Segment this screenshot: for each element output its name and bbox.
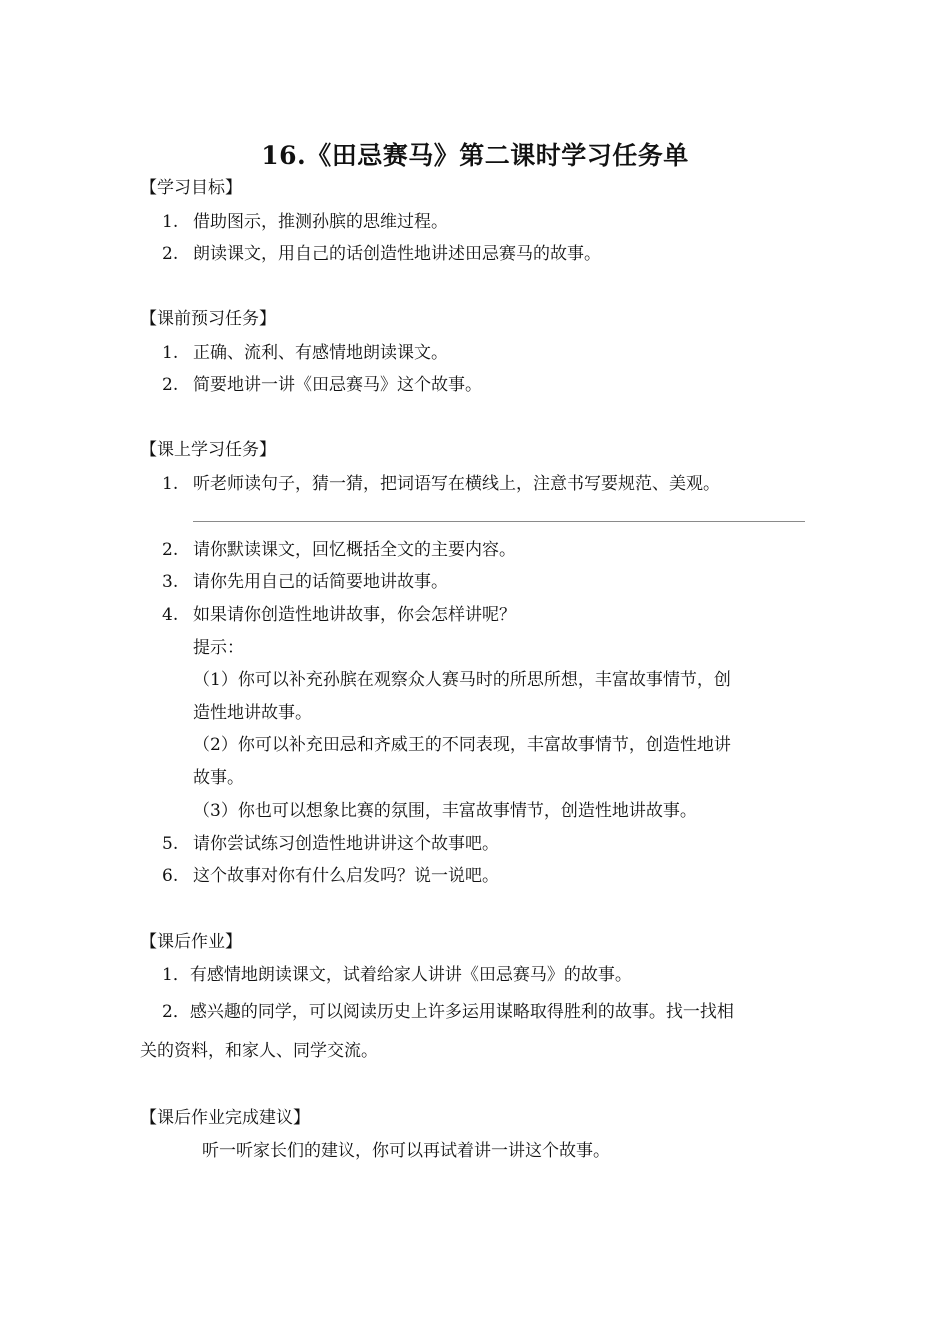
task-item: 这个故事对你有什么启发吗？说一说吧。	[193, 866, 499, 886]
homework-item: 2．感兴趣的同学，可以阅读历史上许多运用谋略取得胜利的故事。找一找相	[162, 1002, 734, 1022]
goal-number: 2.	[162, 244, 179, 264]
hint-item: （1）你可以补充孙膑在观察众人赛马时的所思所想，丰富故事情节，创	[193, 670, 731, 690]
suggestion-text: 听一听家长们的建议，你可以再试着讲一讲这个故事。	[202, 1141, 610, 1161]
section-heading-goals: 【学习目标】	[140, 178, 242, 198]
page-title: 16.《田忌赛马》第二课时学习任务单	[261, 141, 689, 170]
preview-number: 1.	[162, 343, 179, 363]
task-item: 请你先用自己的话简要地讲故事。	[193, 572, 448, 592]
task-item: 请你尝试练习创造性地讲讲这个故事吧。	[193, 834, 499, 854]
hint-item-continued: 造性地讲故事。	[193, 703, 312, 723]
goal-item: 朗读课文，用自己的话创造性地讲述田忌赛马的故事。	[193, 244, 601, 264]
section-heading-homework: 【课后作业】	[140, 932, 242, 952]
hint-label: 提示：	[193, 638, 244, 658]
homework-item-continued: 关的资料，和家人、同学交流。	[140, 1041, 378, 1061]
task-number: 4.	[162, 605, 179, 625]
hint-item-continued: 故事。	[193, 768, 244, 788]
goal-number: 1.	[162, 212, 179, 232]
goal-item: 借助图示，推测孙膑的思维过程。	[193, 212, 448, 232]
task-item: 如果请你创造性地讲故事，你会怎样讲呢？	[193, 605, 516, 625]
preview-item: 简要地讲一讲《田忌赛马》这个故事。	[193, 375, 482, 395]
task-number: 6.	[162, 866, 179, 886]
hint-item: （3）你也可以想象比赛的氛围，丰富故事情节，创造性地讲故事。	[193, 801, 697, 821]
section-heading-class-tasks: 【课上学习任务】	[140, 440, 276, 460]
answer-blank-line	[193, 521, 805, 522]
section-heading-suggestion: 【课后作业完成建议】	[140, 1108, 310, 1128]
preview-number: 2.	[162, 375, 179, 395]
task-number: 5.	[162, 834, 179, 854]
task-number: 3.	[162, 572, 179, 592]
homework-item: 1．有感情地朗读课文，试着给家人讲讲《田忌赛马》的故事。	[162, 965, 632, 985]
task-number: 1.	[162, 474, 179, 494]
hint-item: （2）你可以补充田忌和齐威王的不同表现，丰富故事情节，创造性地讲	[193, 735, 731, 755]
preview-item: 正确、流利、有感情地朗读课文。	[193, 343, 448, 363]
task-item: 听老师读句子，猜一猜，把词语写在横线上，注意书写要规范、美观。	[193, 474, 720, 494]
task-item: 请你默读课文，回忆概括全文的主要内容。	[193, 540, 516, 560]
task-number: 2.	[162, 540, 179, 560]
section-heading-preview: 【课前预习任务】	[140, 309, 276, 329]
